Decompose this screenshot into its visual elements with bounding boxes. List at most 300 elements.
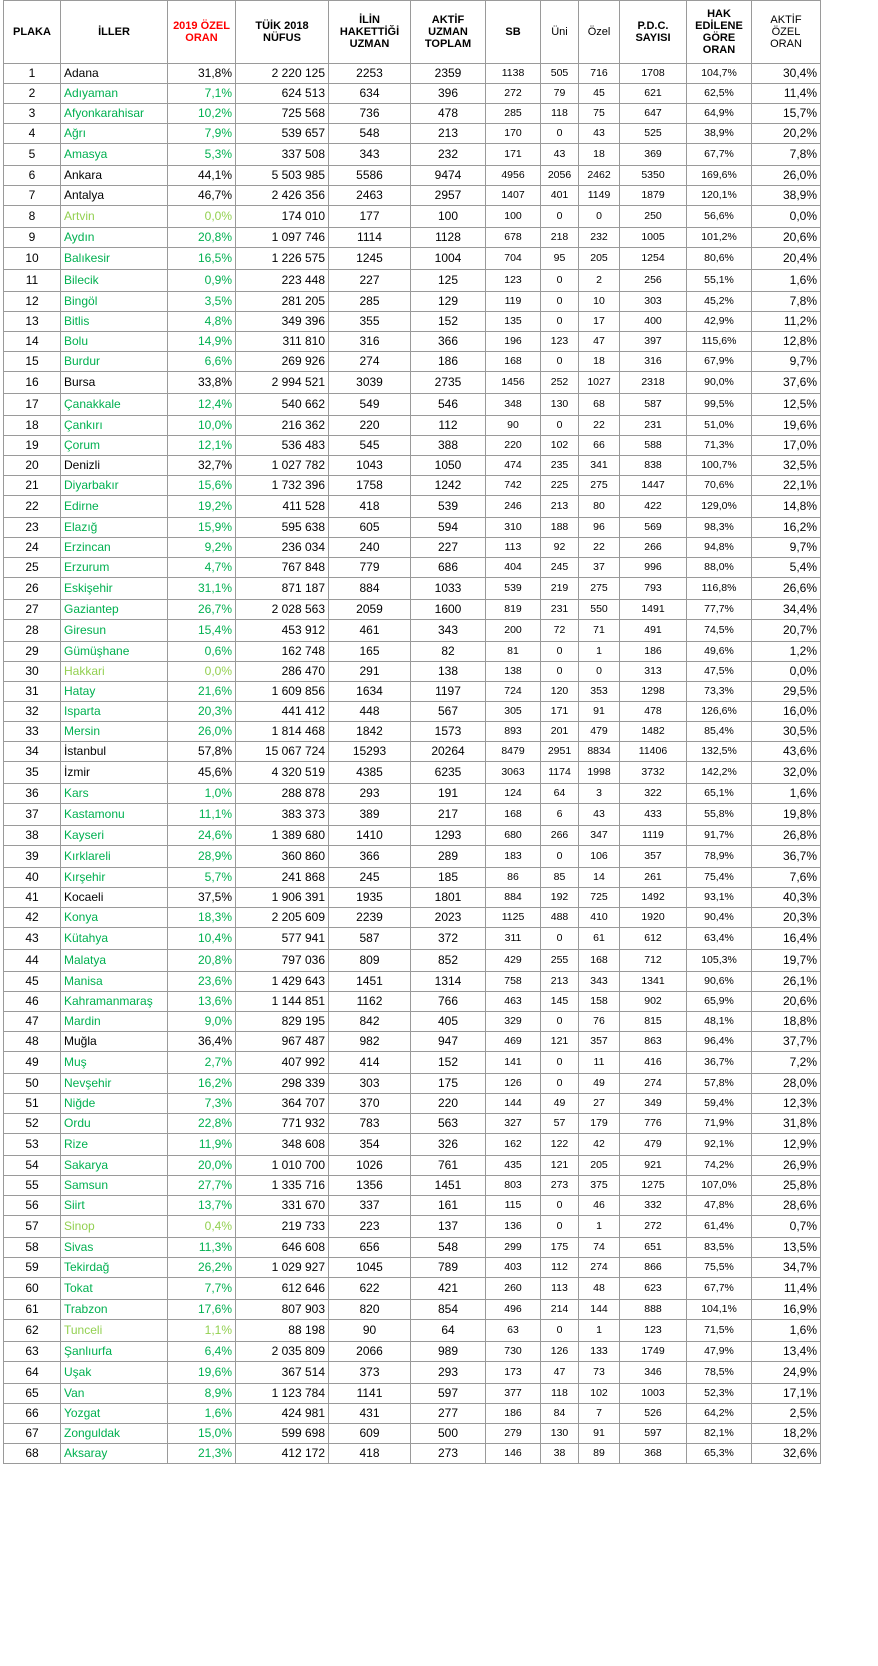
cell-aktif-ozel[interactable]: 11,2% [752, 312, 821, 332]
cell-uni[interactable]: 273 [541, 1176, 579, 1196]
cell-plaka[interactable]: 39 [4, 846, 61, 868]
cell-sb[interactable]: 327 [486, 1114, 541, 1134]
cell-il[interactable]: Tekirdağ [61, 1258, 168, 1278]
cell-nufus[interactable]: 286 470 [236, 662, 329, 682]
cell-aktif-toplam[interactable]: 1197 [411, 682, 486, 702]
cell-ozel[interactable]: 133 [579, 1342, 620, 1362]
cell-hak-oran[interactable]: 85,4% [687, 722, 752, 742]
cell-plaka[interactable]: 52 [4, 1114, 61, 1134]
cell-pdc[interactable]: 231 [620, 416, 687, 436]
cell-ozel-oran[interactable]: 2,7% [168, 1052, 236, 1074]
cell-hakettigi[interactable]: 366 [329, 846, 411, 868]
cell-ozel[interactable]: 61 [579, 928, 620, 950]
cell-ozel-oran[interactable]: 10,4% [168, 928, 236, 950]
cell-aktif-ozel[interactable]: 1,6% [752, 270, 821, 292]
cell-pdc[interactable]: 1254 [620, 248, 687, 270]
cell-hak-oran[interactable]: 94,8% [687, 538, 752, 558]
cell-ozel[interactable]: 1027 [579, 372, 620, 394]
cell-il[interactable]: Kars [61, 784, 168, 804]
cell-hak-oran[interactable]: 78,5% [687, 1362, 752, 1384]
cell-nufus[interactable]: 349 396 [236, 312, 329, 332]
cell-aktif-toplam[interactable]: 1033 [411, 578, 486, 600]
cell-sb[interactable]: 173 [486, 1362, 541, 1384]
cell-ozel[interactable]: 0 [579, 206, 620, 228]
cell-plaka[interactable]: 36 [4, 784, 61, 804]
cell-ozel[interactable]: 14 [579, 868, 620, 888]
cell-pdc[interactable]: 322 [620, 784, 687, 804]
cell-ozel[interactable]: 275 [579, 476, 620, 496]
cell-aktif-ozel[interactable]: 18,2% [752, 1424, 821, 1444]
cell-ozel[interactable]: 46 [579, 1196, 620, 1216]
cell-aktif-toplam[interactable]: 138 [411, 662, 486, 682]
cell-nufus[interactable]: 1 010 700 [236, 1156, 329, 1176]
cell-hak-oran[interactable]: 105,3% [687, 950, 752, 972]
cell-il[interactable]: Malatya [61, 950, 168, 972]
cell-aktif-ozel[interactable]: 43,6% [752, 742, 821, 762]
cell-uni[interactable]: 1174 [541, 762, 579, 784]
header-nufus[interactable]: TÜİK 2018 NÜFUS [236, 1, 329, 64]
cell-aktif-toplam[interactable]: 1314 [411, 972, 486, 992]
cell-nufus[interactable]: 1 144 851 [236, 992, 329, 1012]
cell-il[interactable]: İstanbul [61, 742, 168, 762]
cell-aktif-ozel[interactable]: 20,3% [752, 908, 821, 928]
cell-ozel[interactable]: 45 [579, 84, 620, 104]
cell-uni[interactable]: 130 [541, 1424, 579, 1444]
cell-ozel-oran[interactable]: 22,8% [168, 1114, 236, 1134]
cell-aktif-toplam[interactable]: 152 [411, 312, 486, 332]
cell-ozel[interactable]: 47 [579, 332, 620, 352]
cell-pdc[interactable]: 1482 [620, 722, 687, 742]
cell-hak-oran[interactable]: 47,9% [687, 1342, 752, 1362]
cell-plaka[interactable]: 22 [4, 496, 61, 518]
cell-ozel-oran[interactable]: 15,4% [168, 620, 236, 642]
cell-sb[interactable]: 469 [486, 1032, 541, 1052]
cell-hakettigi[interactable]: 227 [329, 270, 411, 292]
cell-aktif-toplam[interactable]: 277 [411, 1404, 486, 1424]
cell-aktif-ozel[interactable]: 19,7% [752, 950, 821, 972]
cell-pdc[interactable]: 1005 [620, 228, 687, 248]
cell-ozel-oran[interactable]: 19,2% [168, 496, 236, 518]
cell-aktif-ozel[interactable]: 37,6% [752, 372, 821, 394]
cell-nufus[interactable]: 331 670 [236, 1196, 329, 1216]
cell-ozel-oran[interactable]: 12,4% [168, 394, 236, 416]
cell-ozel[interactable]: 3 [579, 784, 620, 804]
cell-hakettigi[interactable]: 1141 [329, 1384, 411, 1404]
cell-pdc[interactable]: 866 [620, 1258, 687, 1278]
cell-hakettigi[interactable]: 1162 [329, 992, 411, 1012]
cell-sb[interactable]: 126 [486, 1074, 541, 1094]
cell-pdc[interactable]: 186 [620, 642, 687, 662]
cell-ozel[interactable]: 1 [579, 642, 620, 662]
cell-pdc[interactable]: 815 [620, 1012, 687, 1032]
cell-hakettigi[interactable]: 354 [329, 1134, 411, 1156]
cell-nufus[interactable]: 1 906 391 [236, 888, 329, 908]
cell-plaka[interactable]: 2 [4, 84, 61, 104]
cell-plaka[interactable]: 62 [4, 1320, 61, 1342]
cell-aktif-toplam[interactable]: 213 [411, 124, 486, 144]
cell-ozel-oran[interactable]: 4,8% [168, 312, 236, 332]
cell-il[interactable]: Uşak [61, 1362, 168, 1384]
cell-sb[interactable]: 311 [486, 928, 541, 950]
cell-sb[interactable]: 4956 [486, 166, 541, 186]
cell-ozel[interactable]: 43 [579, 804, 620, 826]
cell-nufus[interactable]: 407 992 [236, 1052, 329, 1074]
cell-plaka[interactable]: 60 [4, 1278, 61, 1300]
cell-hak-oran[interactable]: 90,6% [687, 972, 752, 992]
cell-ozel-oran[interactable]: 26,0% [168, 722, 236, 742]
cell-aktif-toplam[interactable]: 289 [411, 846, 486, 868]
cell-pdc[interactable]: 313 [620, 662, 687, 682]
cell-aktif-toplam[interactable]: 789 [411, 1258, 486, 1278]
header-aktif-ozel-oran[interactable]: AKTİF ÖZEL ORAN [752, 1, 821, 64]
cell-il[interactable]: Diyarbakır [61, 476, 168, 496]
cell-plaka[interactable]: 42 [4, 908, 61, 928]
cell-ozel-oran[interactable]: 1,0% [168, 784, 236, 804]
cell-ozel-oran[interactable]: 12,1% [168, 436, 236, 456]
cell-ozel[interactable]: 1149 [579, 186, 620, 206]
cell-ozel[interactable]: 205 [579, 248, 620, 270]
cell-uni[interactable]: 126 [541, 1342, 579, 1362]
cell-uni[interactable]: 121 [541, 1032, 579, 1052]
cell-uni[interactable]: 488 [541, 908, 579, 928]
cell-il[interactable]: Bilecik [61, 270, 168, 292]
cell-uni[interactable]: 118 [541, 104, 579, 124]
cell-aktif-ozel[interactable]: 20,6% [752, 992, 821, 1012]
cell-hak-oran[interactable]: 82,1% [687, 1424, 752, 1444]
cell-aktif-toplam[interactable]: 129 [411, 292, 486, 312]
cell-hak-oran[interactable]: 99,5% [687, 394, 752, 416]
cell-ozel[interactable]: 144 [579, 1300, 620, 1320]
cell-pdc[interactable]: 400 [620, 312, 687, 332]
cell-il[interactable]: Aydın [61, 228, 168, 248]
cell-plaka[interactable]: 12 [4, 292, 61, 312]
cell-aktif-ozel[interactable]: 26,1% [752, 972, 821, 992]
cell-uni[interactable]: 6 [541, 804, 579, 826]
cell-il[interactable]: Burdur [61, 352, 168, 372]
cell-ozel[interactable]: 357 [579, 1032, 620, 1052]
cell-hak-oran[interactable]: 47,8% [687, 1196, 752, 1216]
cell-sb[interactable]: 742 [486, 476, 541, 496]
cell-pdc[interactable]: 256 [620, 270, 687, 292]
cell-aktif-ozel[interactable]: 13,5% [752, 1238, 821, 1258]
cell-ozel-oran[interactable]: 28,9% [168, 846, 236, 868]
cell-hak-oran[interactable]: 91,7% [687, 826, 752, 846]
cell-aktif-ozel[interactable]: 2,5% [752, 1404, 821, 1424]
cell-nufus[interactable]: 223 448 [236, 270, 329, 292]
cell-pdc[interactable]: 1920 [620, 908, 687, 928]
cell-aktif-toplam[interactable]: 594 [411, 518, 486, 538]
header-ozel-oran-2019[interactable]: 2019 ÖZEL ORAN [168, 1, 236, 64]
cell-ozel[interactable]: 48 [579, 1278, 620, 1300]
cell-il[interactable]: Bursa [61, 372, 168, 394]
cell-nufus[interactable]: 599 698 [236, 1424, 329, 1444]
cell-aktif-ozel[interactable]: 13,4% [752, 1342, 821, 1362]
cell-aktif-toplam[interactable]: 372 [411, 928, 486, 950]
cell-hakettigi[interactable]: 736 [329, 104, 411, 124]
cell-plaka[interactable]: 29 [4, 642, 61, 662]
header-hakettigi-uzman[interactable]: İLİN HAKETTİĞİ UZMAN [329, 1, 411, 64]
cell-pdc[interactable]: 1492 [620, 888, 687, 908]
cell-nufus[interactable]: 1 097 746 [236, 228, 329, 248]
cell-aktif-ozel[interactable]: 19,6% [752, 416, 821, 436]
cell-nufus[interactable]: 216 362 [236, 416, 329, 436]
cell-pdc[interactable]: 397 [620, 332, 687, 352]
header-plaka[interactable]: PLAKA [4, 1, 61, 64]
cell-ozel-oran[interactable]: 7,3% [168, 1094, 236, 1114]
cell-uni[interactable]: 95 [541, 248, 579, 270]
cell-aktif-ozel[interactable]: 14,8% [752, 496, 821, 518]
cell-sb[interactable]: 90 [486, 416, 541, 436]
cell-sb[interactable]: 144 [486, 1094, 541, 1114]
cell-hakettigi[interactable]: 2066 [329, 1342, 411, 1362]
cell-aktif-ozel[interactable]: 34,4% [752, 600, 821, 620]
cell-nufus[interactable]: 771 932 [236, 1114, 329, 1134]
cell-plaka[interactable]: 31 [4, 682, 61, 702]
cell-aktif-ozel[interactable]: 30,4% [752, 64, 821, 84]
cell-ozel[interactable]: 76 [579, 1012, 620, 1032]
cell-hak-oran[interactable]: 45,2% [687, 292, 752, 312]
cell-aktif-toplam[interactable]: 152 [411, 1052, 486, 1074]
cell-hakettigi[interactable]: 245 [329, 868, 411, 888]
cell-hak-oran[interactable]: 78,9% [687, 846, 752, 868]
cell-hakettigi[interactable]: 389 [329, 804, 411, 826]
cell-nufus[interactable]: 1 814 468 [236, 722, 329, 742]
cell-nufus[interactable]: 412 172 [236, 1444, 329, 1464]
cell-ozel[interactable]: 18 [579, 144, 620, 166]
cell-hak-oran[interactable]: 77,7% [687, 600, 752, 620]
cell-il[interactable]: Artvin [61, 206, 168, 228]
cell-hakettigi[interactable]: 274 [329, 352, 411, 372]
cell-hak-oran[interactable]: 47,5% [687, 662, 752, 682]
cell-nufus[interactable]: 1 029 927 [236, 1258, 329, 1278]
cell-hakettigi[interactable]: 418 [329, 496, 411, 518]
cell-plaka[interactable]: 26 [4, 578, 61, 600]
cell-plaka[interactable]: 5 [4, 144, 61, 166]
cell-nufus[interactable]: 441 412 [236, 702, 329, 722]
cell-pdc[interactable]: 261 [620, 868, 687, 888]
cell-hakettigi[interactable]: 1451 [329, 972, 411, 992]
cell-nufus[interactable]: 2 220 125 [236, 64, 329, 84]
cell-ozel-oran[interactable]: 8,9% [168, 1384, 236, 1404]
cell-nufus[interactable]: 241 868 [236, 868, 329, 888]
cell-aktif-ozel[interactable]: 17,1% [752, 1384, 821, 1404]
cell-plaka[interactable]: 53 [4, 1134, 61, 1156]
cell-sb[interactable]: 119 [486, 292, 541, 312]
cell-uni[interactable]: 0 [541, 312, 579, 332]
cell-uni[interactable]: 235 [541, 456, 579, 476]
cell-hakettigi[interactable]: 414 [329, 1052, 411, 1074]
cell-uni[interactable]: 0 [541, 642, 579, 662]
cell-hakettigi[interactable]: 1935 [329, 888, 411, 908]
cell-sb[interactable]: 539 [486, 578, 541, 600]
cell-hakettigi[interactable]: 316 [329, 332, 411, 352]
cell-aktif-toplam[interactable]: 1242 [411, 476, 486, 496]
cell-pdc[interactable]: 921 [620, 1156, 687, 1176]
cell-nufus[interactable]: 1 226 575 [236, 248, 329, 270]
cell-aktif-toplam[interactable]: 273 [411, 1444, 486, 1464]
cell-nufus[interactable]: 4 320 519 [236, 762, 329, 784]
cell-nufus[interactable]: 1 609 856 [236, 682, 329, 702]
cell-sb[interactable]: 463 [486, 992, 541, 1012]
cell-il[interactable]: Kastamonu [61, 804, 168, 826]
cell-sb[interactable]: 168 [486, 352, 541, 372]
cell-ozel-oran[interactable]: 20,3% [168, 702, 236, 722]
cell-hak-oran[interactable]: 38,9% [687, 124, 752, 144]
cell-aktif-toplam[interactable]: 396 [411, 84, 486, 104]
cell-nufus[interactable]: 2 994 521 [236, 372, 329, 394]
cell-aktif-toplam[interactable]: 852 [411, 950, 486, 972]
cell-uni[interactable]: 102 [541, 436, 579, 456]
cell-ozel-oran[interactable]: 36,4% [168, 1032, 236, 1052]
cell-hakettigi[interactable]: 587 [329, 928, 411, 950]
cell-uni[interactable]: 113 [541, 1278, 579, 1300]
cell-il[interactable]: Edirne [61, 496, 168, 518]
cell-ozel[interactable]: 275 [579, 578, 620, 600]
cell-ozel[interactable]: 37 [579, 558, 620, 578]
cell-plaka[interactable]: 48 [4, 1032, 61, 1052]
cell-sb[interactable]: 220 [486, 436, 541, 456]
cell-aktif-toplam[interactable]: 405 [411, 1012, 486, 1032]
cell-il[interactable]: Kırklareli [61, 846, 168, 868]
cell-nufus[interactable]: 15 067 724 [236, 742, 329, 762]
cell-sb[interactable]: 136 [486, 1216, 541, 1238]
cell-hak-oran[interactable]: 169,6% [687, 166, 752, 186]
cell-plaka[interactable]: 56 [4, 1196, 61, 1216]
cell-ozel[interactable]: 49 [579, 1074, 620, 1094]
cell-hakettigi[interactable]: 1026 [329, 1156, 411, 1176]
cell-hak-oran[interactable]: 75,5% [687, 1258, 752, 1278]
cell-nufus[interactable]: 219 733 [236, 1216, 329, 1238]
header-hak-edilene-gore-oran[interactable]: HAK EDİLENE GÖRE ORAN [687, 1, 752, 64]
cell-uni[interactable]: 0 [541, 1320, 579, 1342]
cell-uni[interactable]: 38 [541, 1444, 579, 1464]
cell-aktif-toplam[interactable]: 500 [411, 1424, 486, 1444]
cell-il[interactable]: Rize [61, 1134, 168, 1156]
cell-il[interactable]: Çorum [61, 436, 168, 456]
cell-aktif-ozel[interactable]: 7,2% [752, 1052, 821, 1074]
cell-aktif-ozel[interactable]: 20,7% [752, 620, 821, 642]
cell-hak-oran[interactable]: 90,4% [687, 908, 752, 928]
cell-sb[interactable]: 168 [486, 804, 541, 826]
cell-aktif-ozel[interactable]: 28,0% [752, 1074, 821, 1094]
cell-plaka[interactable]: 44 [4, 950, 61, 972]
cell-aktif-toplam[interactable]: 478 [411, 104, 486, 124]
cell-uni[interactable]: 123 [541, 332, 579, 352]
cell-ozel[interactable]: 66 [579, 436, 620, 456]
cell-hakettigi[interactable]: 461 [329, 620, 411, 642]
cell-aktif-ozel[interactable]: 24,9% [752, 1362, 821, 1384]
cell-ozel-oran[interactable]: 15,9% [168, 518, 236, 538]
cell-uni[interactable]: 0 [541, 352, 579, 372]
cell-aktif-ozel[interactable]: 12,3% [752, 1094, 821, 1114]
cell-sb[interactable]: 305 [486, 702, 541, 722]
cell-pdc[interactable]: 888 [620, 1300, 687, 1320]
cell-aktif-toplam[interactable]: 421 [411, 1278, 486, 1300]
cell-sb[interactable]: 113 [486, 538, 541, 558]
cell-aktif-ozel[interactable]: 38,9% [752, 186, 821, 206]
cell-ozel-oran[interactable]: 15,0% [168, 1424, 236, 1444]
cell-pdc[interactable]: 357 [620, 846, 687, 868]
cell-pdc[interactable]: 597 [620, 1424, 687, 1444]
cell-hakettigi[interactable]: 1634 [329, 682, 411, 702]
cell-sb[interactable]: 299 [486, 1238, 541, 1258]
cell-uni[interactable]: 255 [541, 950, 579, 972]
cell-plaka[interactable]: 27 [4, 600, 61, 620]
cell-uni[interactable]: 49 [541, 1094, 579, 1114]
cell-ozel-oran[interactable]: 20,8% [168, 228, 236, 248]
cell-hak-oran[interactable]: 104,1% [687, 1300, 752, 1320]
cell-aktif-ozel[interactable]: 17,0% [752, 436, 821, 456]
cell-uni[interactable]: 120 [541, 682, 579, 702]
cell-il[interactable]: Ordu [61, 1114, 168, 1134]
cell-aktif-toplam[interactable]: 539 [411, 496, 486, 518]
cell-plaka[interactable]: 19 [4, 436, 61, 456]
cell-sb[interactable]: 272 [486, 84, 541, 104]
cell-sb[interactable]: 680 [486, 826, 541, 846]
cell-plaka[interactable]: 9 [4, 228, 61, 248]
cell-il[interactable]: Gümüşhane [61, 642, 168, 662]
cell-ozel[interactable]: 205 [579, 1156, 620, 1176]
cell-hak-oran[interactable]: 90,0% [687, 372, 752, 394]
cell-aktif-toplam[interactable]: 1801 [411, 888, 486, 908]
cell-ozel[interactable]: 550 [579, 600, 620, 620]
cell-pdc[interactable]: 587 [620, 394, 687, 416]
cell-ozel-oran[interactable]: 33,8% [168, 372, 236, 394]
cell-uni[interactable]: 0 [541, 1012, 579, 1032]
cell-hakettigi[interactable]: 431 [329, 1404, 411, 1424]
cell-plaka[interactable]: 41 [4, 888, 61, 908]
cell-aktif-ozel[interactable]: 7,6% [752, 868, 821, 888]
cell-hakettigi[interactable]: 240 [329, 538, 411, 558]
cell-plaka[interactable]: 28 [4, 620, 61, 642]
cell-hak-oran[interactable]: 65,9% [687, 992, 752, 1012]
cell-sb[interactable]: 138 [486, 662, 541, 682]
cell-nufus[interactable]: 281 205 [236, 292, 329, 312]
cell-il[interactable]: Aksaray [61, 1444, 168, 1464]
cell-uni[interactable]: 214 [541, 1300, 579, 1320]
cell-sb[interactable]: 135 [486, 312, 541, 332]
cell-hakettigi[interactable]: 3039 [329, 372, 411, 394]
cell-hak-oran[interactable]: 74,2% [687, 1156, 752, 1176]
cell-nufus[interactable]: 348 608 [236, 1134, 329, 1156]
cell-sb[interactable]: 435 [486, 1156, 541, 1176]
cell-nufus[interactable]: 411 528 [236, 496, 329, 518]
cell-il[interactable]: Yozgat [61, 1404, 168, 1424]
cell-hakettigi[interactable]: 2239 [329, 908, 411, 928]
cell-aktif-ozel[interactable]: 7,8% [752, 292, 821, 312]
cell-hakettigi[interactable]: 1758 [329, 476, 411, 496]
cell-uni[interactable]: 0 [541, 1074, 579, 1094]
cell-ozel-oran[interactable]: 23,6% [168, 972, 236, 992]
cell-aktif-toplam[interactable]: 1573 [411, 722, 486, 742]
cell-nufus[interactable]: 236 034 [236, 538, 329, 558]
cell-sb[interactable]: 1138 [486, 64, 541, 84]
header-uni[interactable]: Üni [541, 1, 579, 64]
cell-pdc[interactable]: 303 [620, 292, 687, 312]
cell-hak-oran[interactable]: 120,1% [687, 186, 752, 206]
cell-hak-oran[interactable]: 65,1% [687, 784, 752, 804]
cell-plaka[interactable]: 54 [4, 1156, 61, 1176]
cell-plaka[interactable]: 68 [4, 1444, 61, 1464]
cell-uni[interactable]: 85 [541, 868, 579, 888]
cell-pdc[interactable]: 1003 [620, 1384, 687, 1404]
cell-aktif-ozel[interactable]: 0,0% [752, 206, 821, 228]
cell-hakettigi[interactable]: 884 [329, 578, 411, 600]
cell-hakettigi[interactable]: 605 [329, 518, 411, 538]
cell-hak-oran[interactable]: 98,3% [687, 518, 752, 538]
cell-sb[interactable]: 196 [486, 332, 541, 352]
cell-aktif-ozel[interactable]: 30,5% [752, 722, 821, 742]
